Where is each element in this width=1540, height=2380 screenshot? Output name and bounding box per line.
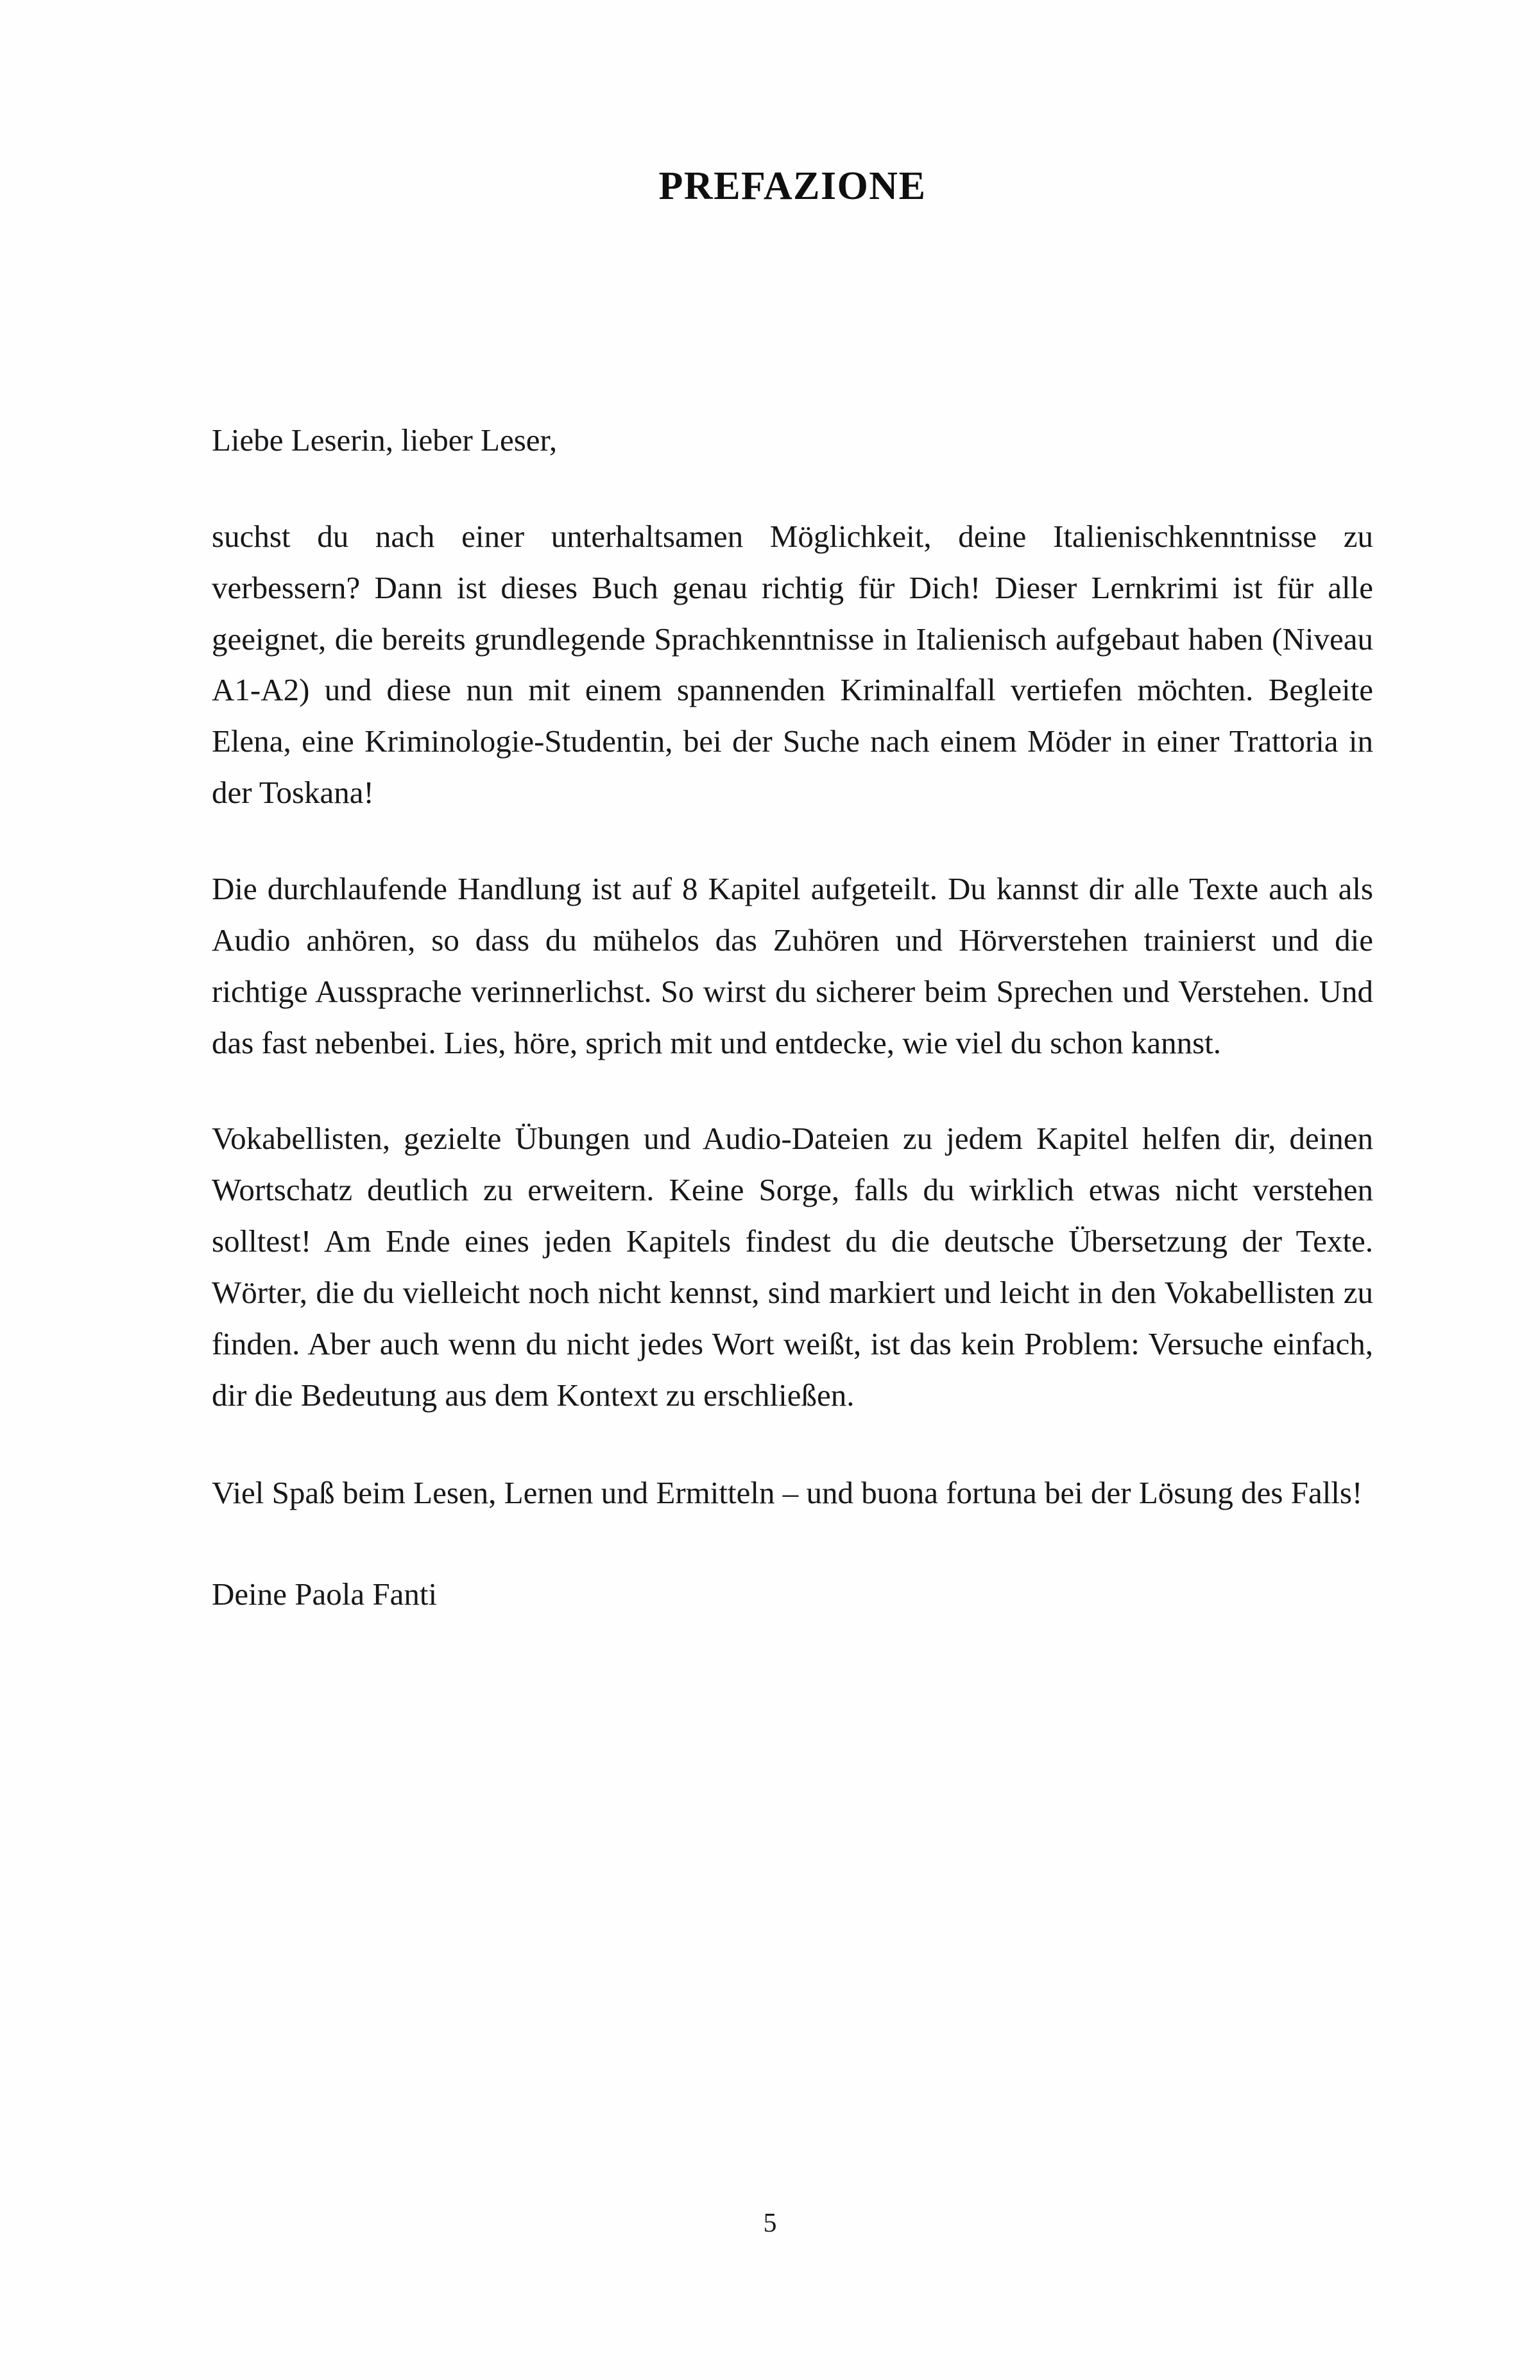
body-paragraph-4: Viel Spaß beim Lesen, Lernen und Ermitteln – und buona fortuna bei der Lösung des Falls!	[212, 1474, 1363, 1510]
author-signature: Deine Paola Fanti	[212, 1576, 438, 1612]
page-title: PREFAZIONE	[658, 164, 927, 208]
page-number: 5	[763, 2209, 777, 2238]
body-paragraph-1: suchst du nach einer unterhaltsamen Möglichkeit, deine Italienischkenntnisse zu verbessern? Dann ist dieses Buch genau richtig für Dich! Dieser Lernkrimi ist für alle geeignet, die bereits grundlegende Sprachkenntnisse in Italienisch aufgebaut haben (Niveau A1-A2) und diese nun mit einem spannenden Kriminalfall vertiefen möchten. Begleite Elena, eine Kriminologie-Studentin, bei der Suche nach einem Möder in einer Trattoria in der Toskana!	[212, 518, 1373, 811]
body-paragraph-2: Die durchlaufende Handlung ist auf 8 Kapitel aufgeteilt. Du kannst dir alle Texte auch als Audio anhören, so dass du mühelos das Zuhören und Hörverstehen trainierst und die richtige Aussprache verinnerlichst. So wirst du sicherer beim Sprechen und Verstehen. Und das fast nebenbei. Lies, höre, sprich mit und entdecke, wie viel du schon kannst.	[212, 871, 1373, 1060]
page-content	[212, 0, 1373, 1651]
body-paragraph-3: Vokabellisten, gezielte Übungen und Audio-Dateien zu jedem Kapitel helfen dir, deinen Wortschatz deutlich zu erweitern. Keine Sorge, falls du wirklich etwas nicht verstehen solltest! Am Ende eines jeden Kapitels findest du die deutsche Übersetzung der Texte. Wörter, die du vielleicht noch nicht kennst, sind markiert und leicht in den Vokabellisten zu finden. Aber auch wenn du nicht jedes Wort weißt, ist das kein Problem: Versuche einfach, dir die Bedeutung aus dem Kontext zu erschließen.	[212, 1121, 1373, 1413]
greeting-paragraph: Liebe Leserin, lieber Leser,	[212, 422, 558, 458]
